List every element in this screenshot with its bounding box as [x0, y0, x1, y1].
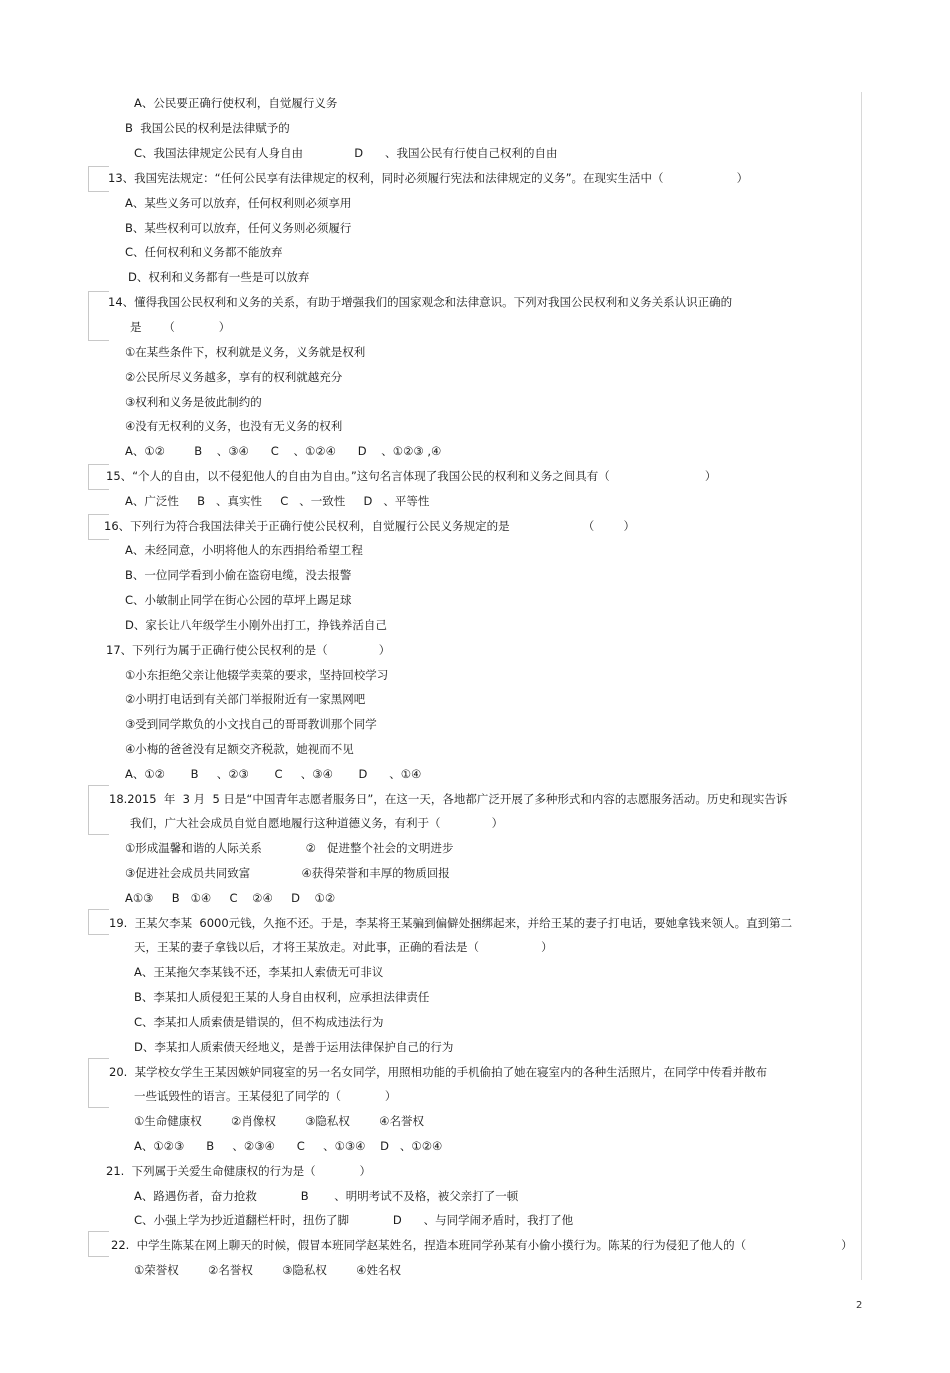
margin-bracket [88, 166, 109, 192]
q18-stem-cont: 我们，广大社会成员自觉自愿地履行这种道德义务，有利于（ ） [130, 816, 504, 830]
q16-option-a: A、未经同意，小明将他人的东西捐给希望工程 [125, 543, 363, 557]
q17-statement-2: ②小明打电话到有关部门举报附近有一家黑网吧 [125, 692, 366, 706]
q18-statements-3-4: ③促进社会成员共同致富 ④获得荣誉和丰厚的物质回报 [125, 866, 450, 880]
q20-stem-cont: 一些诋毁性的语言。王某侵犯了同学的（ ） [134, 1089, 397, 1103]
q20-options: A、①②③ B 、②③④ C 、①③④ D 、①②④ [134, 1139, 443, 1153]
q14-statement-3: ③权利和义务是彼此制约的 [125, 395, 262, 409]
q18-statements-1-2: ①形成温馨和谐的人际关系 ② 促进整个社会的文明进步 [125, 841, 454, 855]
q14-statement-4: ④没有无权利的义务，也没有无义务的权利 [125, 419, 343, 433]
q19-stem-cont: 天，王某的妻子拿钱以后，才将王某放走。对此事，正确的看法是（ ） [134, 940, 553, 954]
q16-option-d: D、家长让八年级学生小刚外出打工，挣钱养活自己 [125, 618, 387, 632]
q22-stem: 22. 中学生陈某在网上聊天的时候，假冒本班同学赵某姓名，捏造本班同学孙某有小偷小摸行为。陈某的行为侵犯了他人的（ ） [111, 1238, 853, 1252]
q13-option-d: D、权利和义务都有一些是可以放弃 [128, 270, 310, 284]
q14-options: A、①② B 、③④ C 、①②④ D 、①②③ ,④ [125, 444, 442, 458]
page-number: 2 [856, 1300, 863, 1311]
q22-statements: ①荣誉权 ②名誉权 ③隐私权 ④姓名权 [134, 1263, 401, 1277]
q16-option-b: B、一位同学看到小偷在盗窃电缆，没去报警 [125, 568, 352, 582]
q21-stem: 21. 下列属于关爱生命健康权的行为是（ ） [106, 1164, 371, 1178]
q15-options: A、广泛性 B 、真实性 C 、一致性 D 、平等性 [125, 494, 430, 508]
q13-option-b: B、某些权利可以放弃，任何义务则必须履行 [125, 221, 352, 235]
q21-options-a-b: A、路遇伤者，奋力抢救 B 、明明考试不及格，被父亲打了一顿 [134, 1189, 519, 1203]
q17-stem: 17、下列行为属于正确行使公民权利的是（ ） [106, 643, 391, 657]
q19-option-a: A、王某拖欠李某钱不还，李某扣人索债无可非议 [134, 965, 384, 979]
q16-option-c: C、小敏制止同学在街心公园的草坪上踢足球 [125, 593, 352, 607]
q12-option-a: A、公民要正确行使权利，自觉履行义务 [134, 96, 338, 110]
q13-option-c: C、任何权利和义务都不能放弃 [125, 245, 283, 259]
q19-stem: 19. 王某欠李某 6000元钱，久拖不还。于是，李某将王某骗到偏僻处捆绑起来，并给王某的妻子打电话，要她拿钱来领人。直到第二 [109, 916, 793, 930]
q20-statements: ①生命健康权 ②肖像权 ③隐私权 ④名誉权 [134, 1114, 424, 1128]
q19-option-b: B、李某扣人质侵犯王某的人身自由权利，应承担法律责任 [134, 990, 430, 1004]
q17-statement-4: ④小梅的爸爸没有足额交齐税款，她视而不见 [125, 742, 354, 756]
margin-bracket [88, 1231, 109, 1257]
q14-statement-2: ②公民所尽义务越多，享有的权利就越充分 [125, 370, 343, 384]
q14-stem: 14、懂得我国公民权利和义务的关系，有助于增强我们的国家观念和法律意识。下列对我国公民权利和义务关系认识正确的 [108, 295, 733, 309]
margin-bracket [88, 909, 109, 935]
q14-stem-cont: 是 （ ） [130, 320, 231, 334]
q19-option-d: D、李某扣人质索债天经地义，是善于运用法律保护自己的行为 [134, 1040, 454, 1054]
q17-options: A、①② B 、②③ C 、③④ D 、①④ [125, 767, 422, 781]
q12-option-b: B 我国公民的权利是法律赋予的 [125, 121, 290, 135]
q14-statement-1: ①在某些条件下，权利就是义务，义务就是权利 [125, 345, 366, 359]
q12-option-c-d: C、我国法律规定公民有人身自由 D 、我国公民有行使自己权利的自由 [134, 146, 558, 160]
q18-options: A①③ B ①④ C ②④ D ①② [125, 891, 336, 905]
q16-stem: 16、下列行为符合我国法律关于正确行使公民权利，自觉履行公民义务规定的是 （ ） [104, 519, 635, 533]
q17-statement-1: ①小东拒绝父亲让他辍学卖菜的要求，坚持回校学习 [125, 668, 389, 682]
q13-stem: 13、我国宪法规定：“任何公民享有法律规定的权利，同时必须履行宪法和法律规定的义务”。在现实生活中（ ） [108, 171, 749, 185]
right-margin-rule [861, 92, 862, 1280]
margin-bracket [88, 1058, 109, 1108]
q19-option-c: C、李某扣人质索债是错误的，但不构成违法行为 [134, 1015, 384, 1029]
q18-stem: 18.2015 年 3 月 5 日是“中国青年志愿者服务日”，在这一天，各地都广泛开展了多种形式和内容的志愿服务活动。历史和现实告诉 [109, 792, 788, 806]
q13-option-a: A、某些义务可以放弃，任何权利则必须享用 [125, 196, 352, 210]
q17-statement-3: ③受到同学欺负的小文找自己的哥哥教训那个同学 [125, 717, 377, 731]
q20-stem: 20. 某学校女学生王某因嫉妒同寝室的另一名女同学，用照相功能的手机偷拍了她在寝室内的各种生活照片，在同学中传看并散布 [109, 1065, 768, 1079]
margin-bracket [88, 785, 109, 835]
q15-stem: 15、“个人的自由，以不侵犯他人的自由为自由。”这句名言体现了我国公民的权利和义务之间具有（ ） [106, 469, 717, 483]
margin-bracket [88, 291, 109, 341]
q21-options-c-d: C、小强上学为抄近道翻栏杆时，扭伤了脚 D 、与同学闹矛盾时，我打了他 [134, 1213, 574, 1227]
